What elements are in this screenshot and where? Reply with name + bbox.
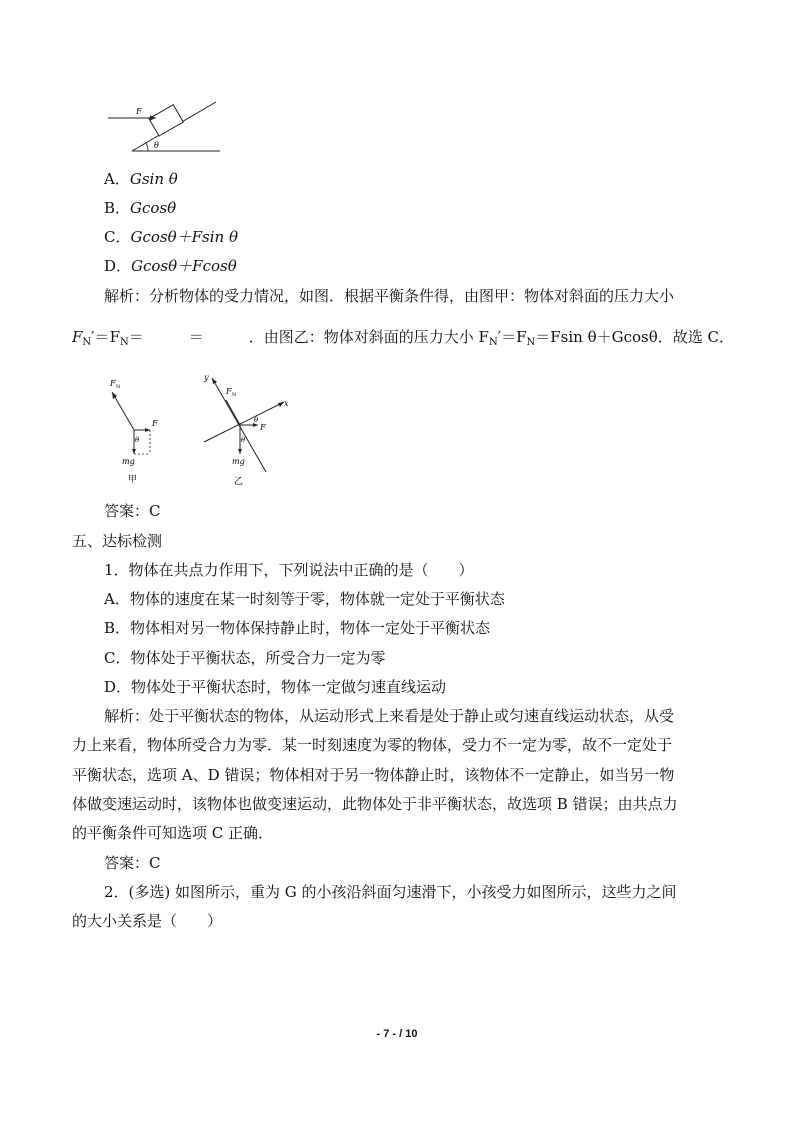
analysis-line-1: 解析：分析物体的受力情况，如图．根据平衡条件得，由图甲：物体对斜面的压力大小 <box>104 287 675 305</box>
force-F-label: F <box>136 107 142 116</box>
theta-label-1: θ <box>254 416 259 424</box>
y-arrowhead <box>212 378 217 384</box>
force-diagram-jia <box>104 374 174 486</box>
fn-sub: N <box>232 392 237 398</box>
section-title: 五、达标检测 <box>72 532 163 550</box>
q1-analysis-4: 体做变速运动时，该物体也做变速运动，此物体处于非平衡状态，故选项 B 错误；由共点力 <box>72 795 678 813</box>
f-label: F <box>152 419 158 428</box>
q1-option-c: C．物体处于平衡状态，所受合力一定为零 <box>104 649 386 667</box>
mg-arrowhead <box>132 449 136 454</box>
theta-label: θ <box>135 436 140 444</box>
q1-analysis-3: 平衡状态，选项 A、D 错误；物体相对于另一物体静止时，该物体不一定静止，如当另一物 <box>72 766 675 784</box>
mg-label: mg <box>232 457 245 466</box>
mg-arrowhead <box>238 449 242 454</box>
fn-label: F <box>110 379 116 388</box>
caption-yi: 乙 <box>234 477 244 487</box>
answer-prev: 答案：C <box>104 502 161 520</box>
incline-block-figure <box>104 96 224 158</box>
f-arrowhead <box>145 428 150 432</box>
caption-jia: 甲 <box>128 475 138 485</box>
fn-label: F <box>226 387 232 396</box>
fn-sub: N <box>116 384 121 390</box>
q1-stem: 1．物体在共点力作用下，下列说法中正确的是（ ） <box>104 561 474 579</box>
mg-label: mg <box>122 457 135 466</box>
q1-option-d: D．物体处于平衡状态时，物体一定做匀速直线运动 <box>104 678 447 696</box>
force-diagram-yi <box>200 370 296 488</box>
theta-label-2: θ <box>241 436 246 444</box>
q1-option-a: A．物体的速度在某一时刻等于零，物体就一定处于平衡状态 <box>104 590 505 608</box>
q1-option-b: B．物体相对另一物体保持静止时，物体一定处于平衡状态 <box>104 619 491 637</box>
q2-stem-2: 的大小关系是（ ） <box>72 912 223 930</box>
q1-analysis-1: 解析：处于平衡状态的物体，从运动形式上来看是处于静止或匀速直线运动状态，从受 <box>104 707 675 725</box>
option-a: A．Gsin θ <box>104 170 178 188</box>
analysis-line-2: $F_N'=F_N=$ ＝ ．由图乙：物体对斜面的压力大小 $F_N'=F_N=Fsin$ θ＋Gcosθ．故选 C． <box>72 328 735 348</box>
theta-arc <box>146 143 148 151</box>
block <box>149 105 183 136</box>
x-label: x <box>284 399 289 408</box>
fn-arrowhead <box>112 392 117 399</box>
option-b: B．Gcosθ <box>104 199 177 217</box>
y-label: y <box>204 373 209 382</box>
option-c: C．Gcosθ＋Fsin θ <box>104 228 238 246</box>
fn-arrow <box>226 400 240 425</box>
q1-analysis-5: 的平衡条件可知选项 C 正确． <box>72 824 274 842</box>
q1-analysis-2: 力上来看，物体所受合力为零．某一时刻速度为零的物体，受力不一定为零，故不一定处于 <box>72 736 673 754</box>
q2-stem-1: 2．(多选) 如图所示，重为 G 的小孩沿斜面匀速滑下，小孩受力如图所示，这些力之间 <box>104 883 677 901</box>
option-d: D．Gcosθ＋Fcosθ <box>104 257 237 275</box>
f-label: F <box>260 423 266 432</box>
fn-arrow <box>112 392 134 430</box>
q1-answer: 答案：C <box>104 854 161 872</box>
page-footer: - 7 - / 10 <box>376 1028 418 1040</box>
theta-label: θ <box>154 141 159 150</box>
